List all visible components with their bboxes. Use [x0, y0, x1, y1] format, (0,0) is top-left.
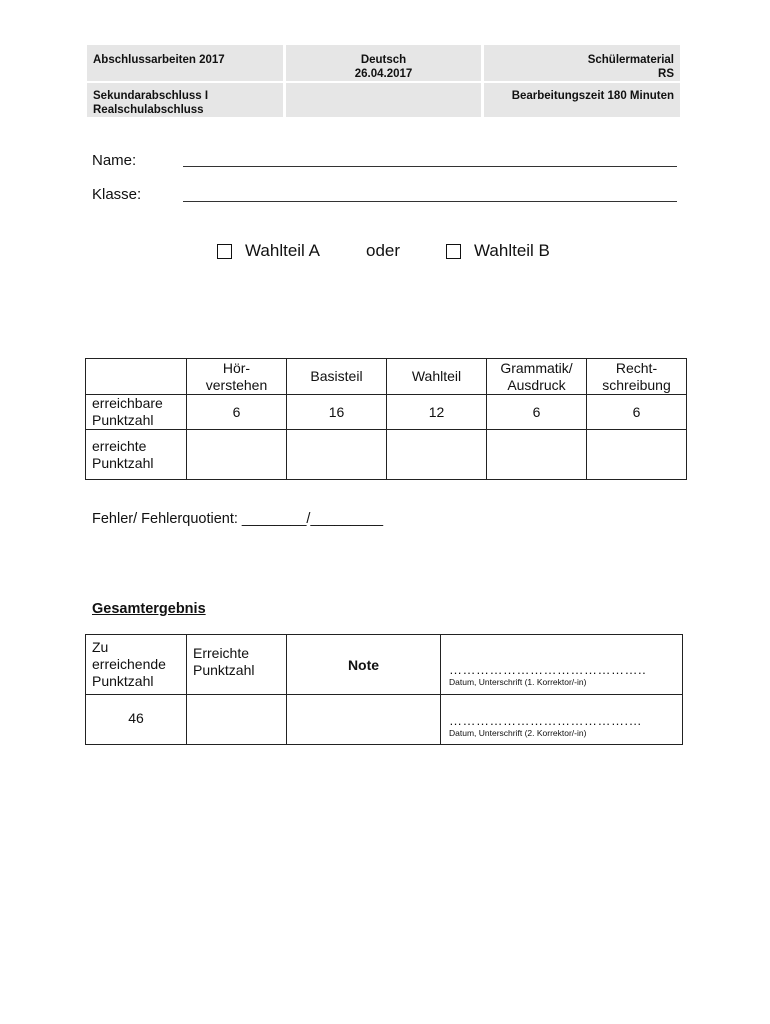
column-header: [387, 359, 487, 395]
result-col-max-line1: Zu: [92, 639, 109, 655]
column-header: [187, 359, 287, 395]
header-material: Schülermaterial: [587, 54, 674, 66]
header-level-cell: [87, 83, 283, 117]
row-label-line1: erreichte: [92, 437, 147, 454]
header-empty-cell: [286, 83, 481, 117]
column-header-line1: Basisteil: [310, 368, 363, 384]
column-header-line1: Wahlteil: [411, 368, 462, 384]
total-heading: Gesamtergebnis: [92, 601, 206, 617]
column-header-line2: Ausdruck: [507, 376, 566, 393]
header-level-line1: Sekundarabschluss I: [93, 90, 209, 102]
column-header: [587, 359, 687, 395]
column-header: [487, 359, 587, 395]
row-label-line2: Punktzahl: [92, 454, 154, 471]
header-material-cell: [484, 45, 680, 81]
class-label: Klasse:: [92, 186, 142, 203]
result-col-max-line2: erreichende: [92, 656, 166, 672]
max-total-value: 46: [86, 695, 187, 745]
result-col-max-line3: Punktzahl: [92, 673, 154, 689]
column-header-line2: verstehen: [205, 376, 268, 393]
score-achieved-row: [86, 430, 687, 480]
option-b-label: Wahlteil B: [474, 241, 550, 260]
header-date: 26.04.2017: [354, 67, 413, 80]
max-points-cell: 6: [587, 395, 687, 430]
choice-connector: oder: [366, 241, 401, 260]
achieved-points-cell[interactable]: [287, 430, 387, 480]
result-col-achieved-line1: Erreichte: [193, 644, 250, 661]
header-exam: Abschlussarbeiten 2017: [93, 54, 225, 66]
name-label: Name:: [92, 152, 137, 169]
row-label-line2: Punktzahl: [92, 412, 154, 428]
achieved-points-cell[interactable]: [187, 430, 287, 480]
row-label: [86, 395, 187, 430]
achieved-total-cell[interactable]: [187, 695, 287, 745]
achieved-points-cell[interactable]: [587, 430, 687, 480]
option-b[interactable]: [446, 241, 550, 261]
header-duration-cell: [484, 83, 680, 117]
achieved-points-cell[interactable]: [487, 430, 587, 480]
score-header-row: [86, 359, 687, 395]
class-field[interactable]: [183, 201, 677, 202]
column-header: [287, 359, 387, 395]
result-col-max-header: [86, 635, 187, 695]
signature-1[interactable]: [441, 635, 683, 695]
option-a[interactable]: [217, 241, 320, 261]
result-col-achieved-header: [187, 635, 287, 695]
signature-2[interactable]: [441, 695, 683, 745]
checkbox-b-icon[interactable]: [446, 244, 461, 259]
name-field[interactable]: [183, 166, 677, 167]
max-points-cell: 12: [387, 395, 487, 430]
result-col-grade-header: Note: [287, 635, 441, 695]
max-points-cell: 16: [287, 395, 387, 430]
score-corner-cell: [86, 359, 187, 395]
result-table: [85, 634, 683, 745]
max-points-cell: 6: [487, 395, 587, 430]
signature-1-line: ……………………………………..: [449, 662, 647, 677]
header-subject: Deutsch: [360, 54, 407, 66]
signature-2-caption: Datum, Unterschrift (2. Korrektor/-in): [449, 728, 587, 738]
result-col-achieved-line2: Punktzahl: [193, 661, 255, 678]
option-a-label: Wahlteil A: [245, 241, 320, 260]
signature-1-caption: Datum, Unterschrift (1. Korrektor/-in): [449, 677, 587, 687]
header-duration: Bearbeitungszeit 180 Minuten: [511, 90, 674, 102]
achieved-points-cell[interactable]: [387, 430, 487, 480]
column-header-line1: Recht-: [615, 359, 658, 376]
result-header-row: [86, 635, 683, 695]
score-table: [85, 358, 687, 480]
header-subject-cell: [286, 45, 481, 81]
signature-2-line: ………………………………….…: [449, 713, 643, 728]
result-value-row: [86, 695, 683, 745]
exam-header: [87, 45, 680, 117]
max-points-cell: 6: [187, 395, 287, 430]
grade-cell[interactable]: [287, 695, 441, 745]
column-header-line1: Grammatik/: [500, 359, 573, 376]
error-quotient-field[interactable]: Fehler/ Fehlerquotient: ________/_________: [92, 511, 384, 527]
column-header-line2: schreibung: [602, 376, 671, 393]
row-label-line1: erreichbare: [92, 395, 163, 411]
checkbox-a-icon[interactable]: [217, 244, 232, 259]
header-level-line2: Realschulabschluss: [93, 103, 204, 116]
header-exam-cell: [87, 45, 283, 81]
score-max-row: [86, 395, 687, 430]
column-header-line1: Hör-: [222, 359, 251, 376]
row-label: [86, 430, 187, 480]
header-type: RS: [658, 67, 674, 80]
